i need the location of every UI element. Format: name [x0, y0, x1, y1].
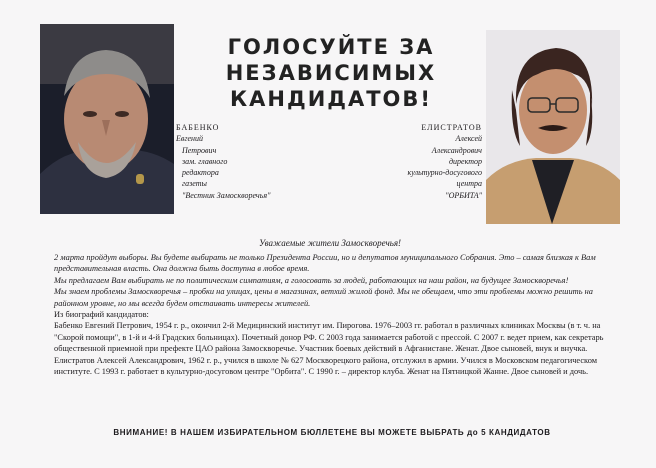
candidate-organization: "Вестник Замоскворечья": [182, 190, 271, 200]
candidate-organization: "ОРБИТА": [445, 190, 482, 200]
candidate-position: газеты: [182, 179, 207, 189]
candidate-position: редактора: [182, 168, 219, 178]
appeal-title: Уважаемые жители Замоскворечья!: [258, 238, 402, 248]
paragraph: Из биографий кандидатов:: [54, 310, 149, 320]
candidate-surname: БАБЕНКО: [176, 123, 220, 132]
candidate-position: культурно-досугового: [407, 168, 482, 178]
appeal-body: [54, 252, 620, 377]
candidate-photo-elistratov: [486, 30, 620, 224]
candidate-surname: ЕЛИСТРАТОВ: [421, 123, 482, 132]
candidate-bio-elistratov: [350, 122, 482, 201]
candidate-position: директор: [448, 156, 482, 166]
headline-line: КАНДИДАТОВ!: [230, 87, 432, 111]
paragraph: Елистратов Алексей Александрович, 1962 г. р., учился в школе № 627 Москворецкого района, отслужил в армии. Учился в Московском педагогическом институте. С 1993 г. работает в культурно-досуговом центре "Орбита". С 1990 г. – директор клуба. Женат на Пятницкой Жанне. Двое сыновей и дочь.: [54, 355, 598, 377]
paragraph: Мы знаем проблемы Замоскворечья – пробки на улицах, цены в магазинах, ветхий жилой фонд. Мы не обещаем, что эти проблемы можно решить на районном уровне, но мы всегда будем отстаивать интересы жителей.: [54, 287, 593, 308]
headline-line: ГОЛОСУЙТЕ ЗА: [227, 35, 435, 59]
candidate-name: Евгений: [176, 134, 203, 144]
paragraph: Мы предлагаем Вам выбирать не по политическим симпатиям, а голосовать за людей, работающих на наш район, на будущее Замоскворечья!: [54, 275, 569, 285]
candidate-patronymic: Петрович: [182, 145, 217, 155]
paragraph: 2 марта пройдут выборы. Вы будете выбирать не только Президента России, но и депутатов муниципального Собрания. Это – самая близкая к Вам представительная власть. Она должна быть доступна в любое время.: [54, 253, 596, 274]
candidate-photo-babenko: [40, 24, 174, 214]
candidate-position: зам. главного: [182, 156, 228, 166]
candidate-position: центра: [456, 179, 482, 189]
headline-line: НЕЗАВИСИМЫХ: [225, 61, 437, 85]
headline: [196, 34, 466, 112]
paragraph: Бабенко Евгений Петрович, 1954 г. р., окончил 2-й Медицинский институт им. Пирогова. 1976–2003 гг. работал в различных клиниках Москвы (в т. ч. на "Скорой помощи", в 1-й и 4-й Градских больницах). Почетный донор РФ. С 2003 года занимается работой с прессой. С 2007 г. ведет прием, как секретарь общественной приемной при префекте ЦАО района Замоскворечье. Участник боевых действий в Афганистане. Женат. Двое сыновей, внук и внучка.: [54, 321, 604, 354]
candidate-name: Алексей: [455, 134, 482, 144]
candidate-bio-babenko: [176, 122, 326, 201]
ballot-notice: ВНИМАНИЕ! В НАШЕМ ИЗБИРАТЕЛЬНОМ БЮЛЛЕТЕНЕ ВЫ МОЖЕТЕ ВЫБРАТЬ до 5 КАНДИДАТОВ: [113, 428, 551, 437]
candidate-patronymic: Александрович: [431, 145, 482, 155]
